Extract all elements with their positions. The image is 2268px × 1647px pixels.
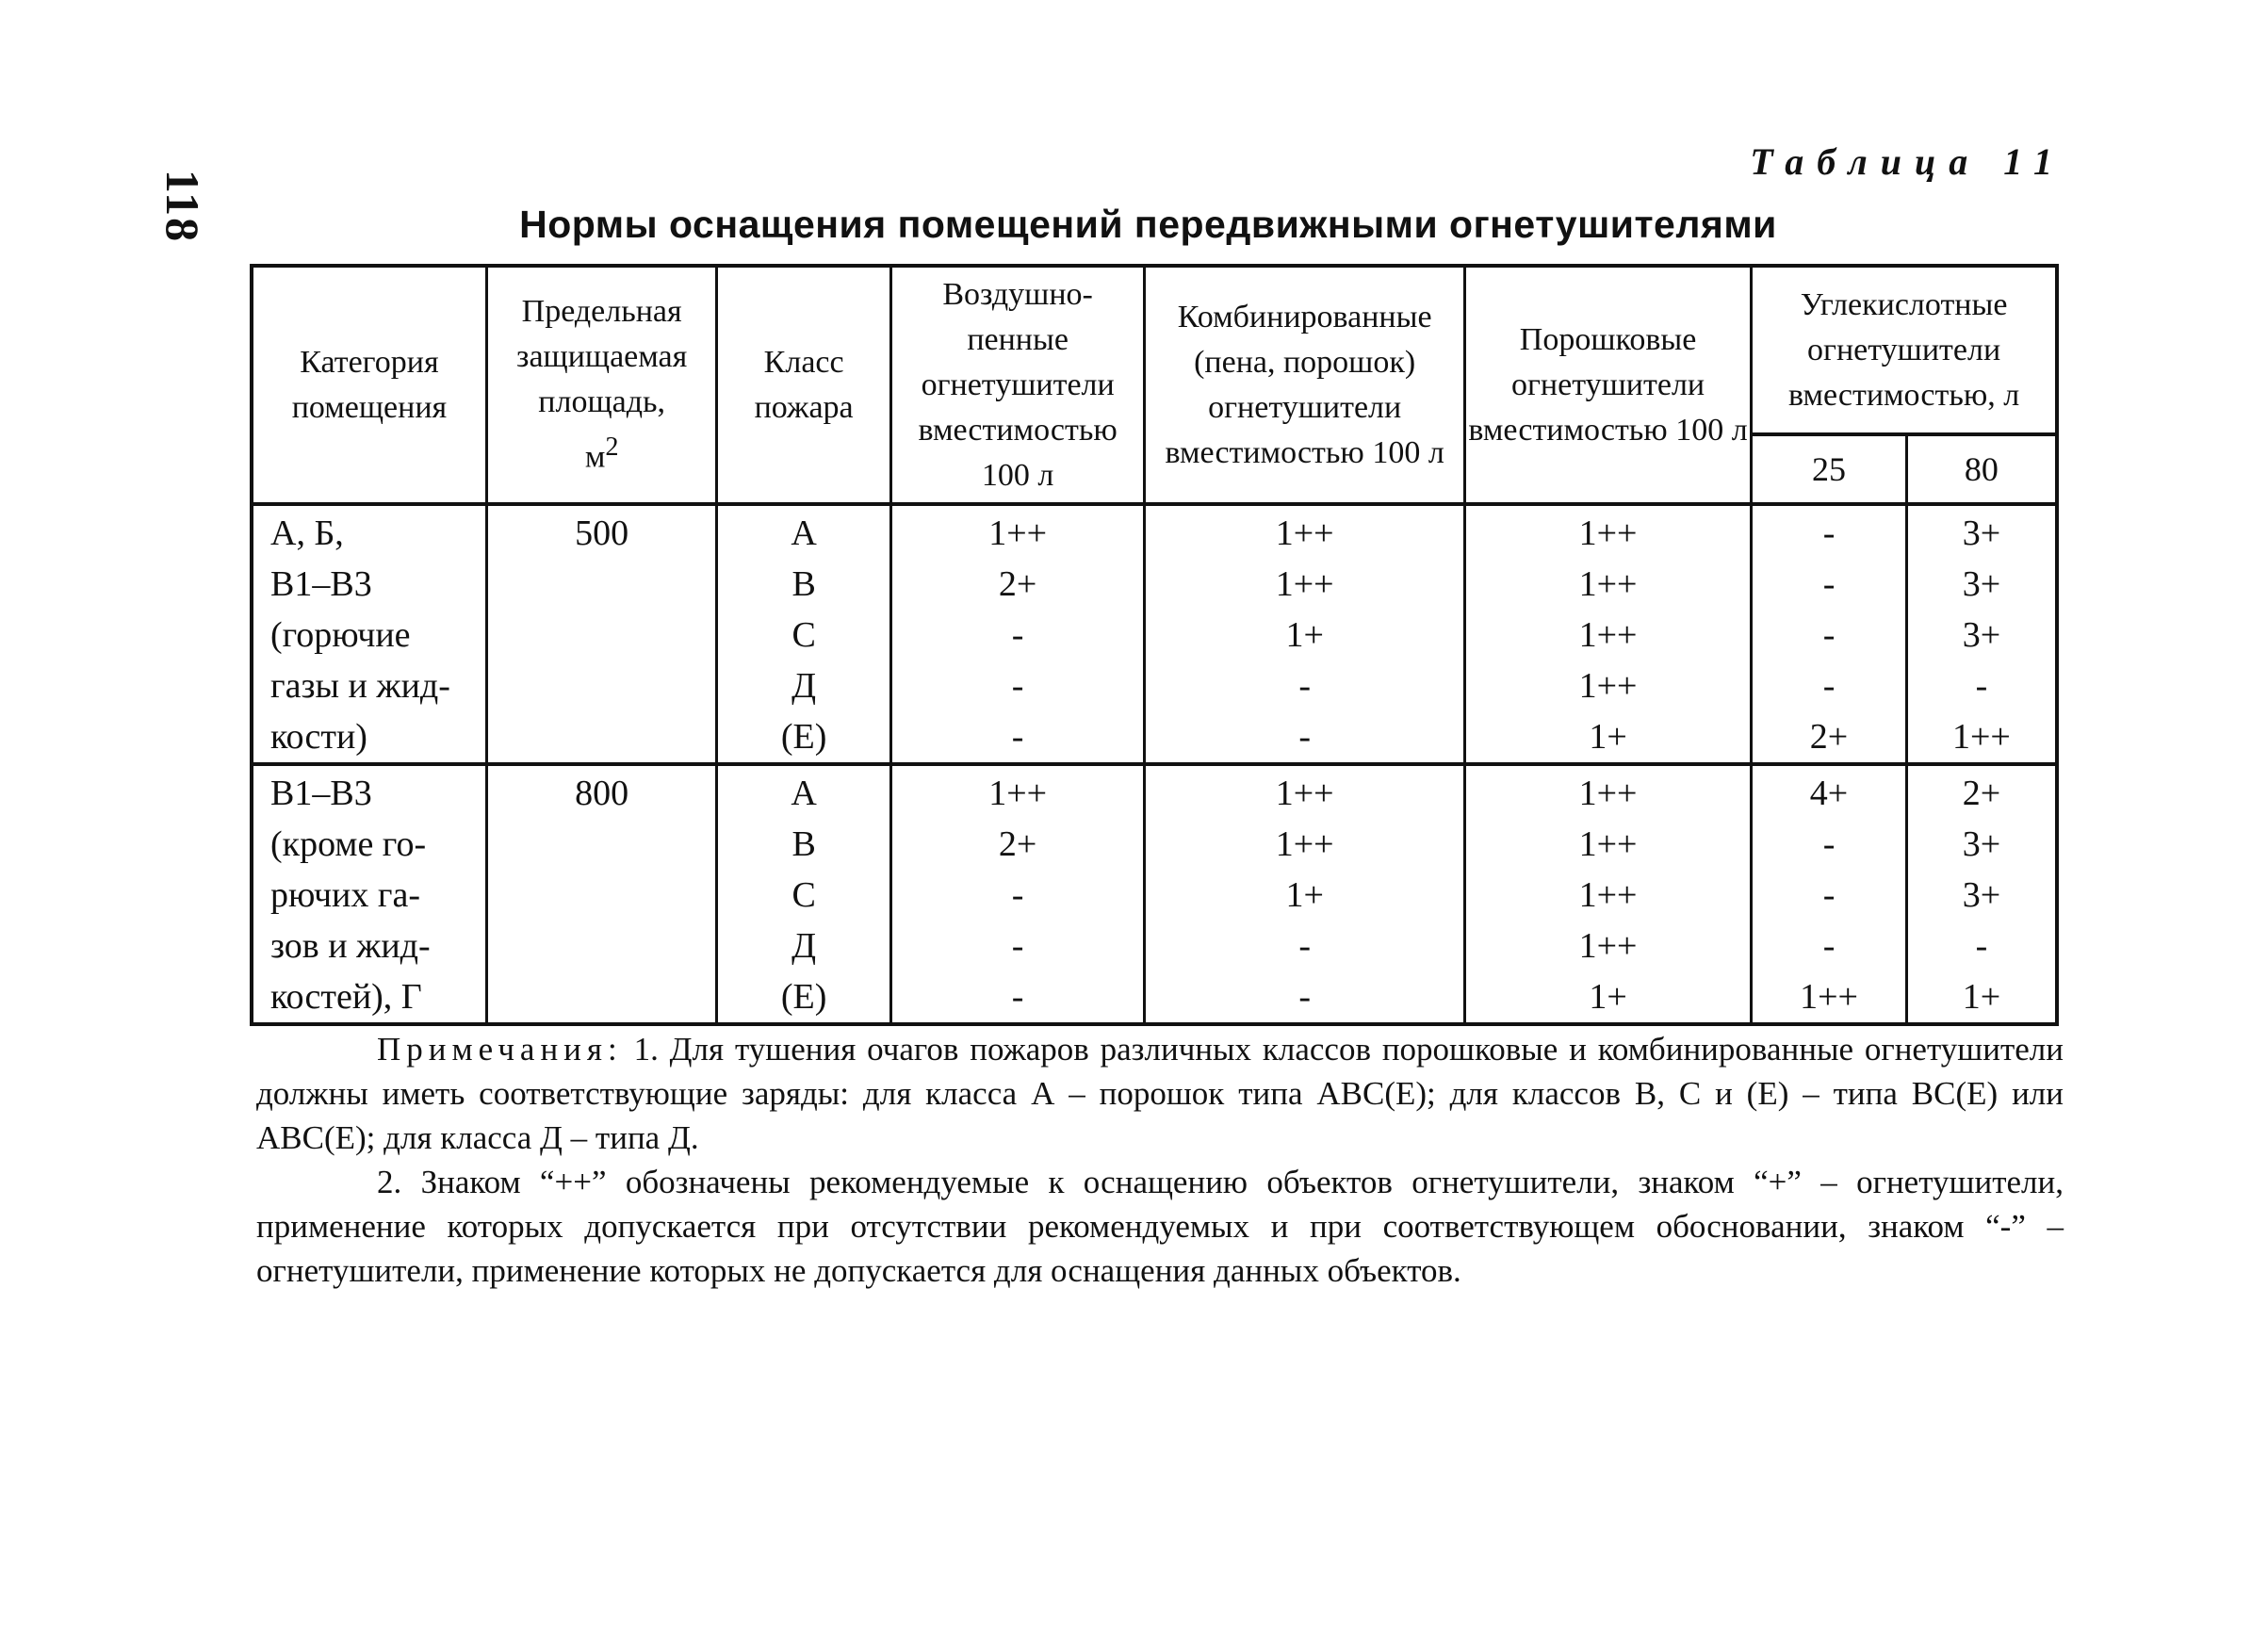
notes-lead: Примечания: (377, 1031, 623, 1068)
table-label: Таблица 11 (1750, 140, 2065, 183)
note-2: 2. Знаком “++” обозначены рекомендуемые к оснащению объектов огнетушители, знаком “+” – огнетушители, применение которых допускается при отсутствии рекомендуемых и при соответствующем обосновании, знаком “-” – огнетушители, применение которых не допускается для оснащения данных объектов. (256, 1164, 2064, 1289)
fire-class-cell: А В С Д (Е) (717, 504, 890, 764)
category-cell: В1–В3 (кроме го- рючих га- зов и жид- костей), Г (252, 764, 486, 1024)
header-co2: Углекислотные огнетушители вместимостью, л (1752, 266, 2057, 434)
fire-class-cell: А В С Д (Е) (717, 764, 890, 1024)
table-row-group-2 (252, 764, 2057, 1024)
category-cell: А, Б, В1–В3 (горючие газы и жид- кости) (252, 504, 486, 764)
co2-25-cell: 4+ - - - 1++ (1752, 764, 1907, 1024)
co2-25-cell: - - - - 2+ (1752, 504, 1907, 764)
table-row-group-1 (252, 504, 2057, 764)
area-cell: 800 (486, 764, 717, 1024)
header-area-label: Предельная защищаемая площадь, (516, 294, 688, 420)
header-foam: Воздушно-пенные огнетушители вместимостью 100 л (890, 266, 1145, 504)
page-number: 118 (156, 169, 210, 244)
powder-cell: 1++ 1++ 1++ 1++ 1+ (1464, 764, 1751, 1024)
header-co2-25: 25 (1752, 434, 1907, 504)
header-co2-80: 80 (1906, 434, 2057, 504)
header-category: Категория помещения (252, 266, 486, 504)
combined-cell: 1++ 1++ 1+ - - (1145, 764, 1464, 1024)
header-fire-class: Класс пожара (717, 266, 890, 504)
powder-cell: 1++ 1++ 1++ 1++ 1+ (1464, 504, 1751, 764)
header-combined: Комбинированные (пена, порошок) огнетушители вместимостью 100 л (1145, 266, 1464, 504)
header-area-unit-sup: 2 (605, 432, 619, 463)
foam-cell: 1++ 2+ - - - (890, 504, 1145, 764)
note-1-text: 1. Для тушения очагов пожаров различных классов порошковые и комбинированные огнетушители должны иметь соответствующие заряды: для класса А – порошок типа АВС(Е); для классов В, С и (Е) – типа ВС(Е) или АВС(Е); для класса Д – типа Д. (256, 1031, 2064, 1156)
norms-table (250, 264, 2059, 1026)
header-area (486, 266, 717, 504)
table-title: Нормы оснащения помещений передвижными огнетушителями (519, 203, 1777, 246)
foam-cell: 1++ 2+ - - - (890, 764, 1145, 1024)
note-1 (256, 1027, 2064, 1160)
co2-80-cell: 3+ 3+ 3+ - 1++ (1906, 504, 2057, 764)
co2-80-cell: 2+ 3+ 3+ - 1+ (1906, 764, 2057, 1024)
header-powder: Порошковые огнетушители вместимостью 100 л (1464, 266, 1751, 504)
area-cell: 500 (486, 504, 717, 764)
notes (256, 1027, 2064, 1293)
header-area-unit: м (584, 439, 606, 475)
combined-cell: 1++ 1++ 1+ - - (1145, 504, 1464, 764)
